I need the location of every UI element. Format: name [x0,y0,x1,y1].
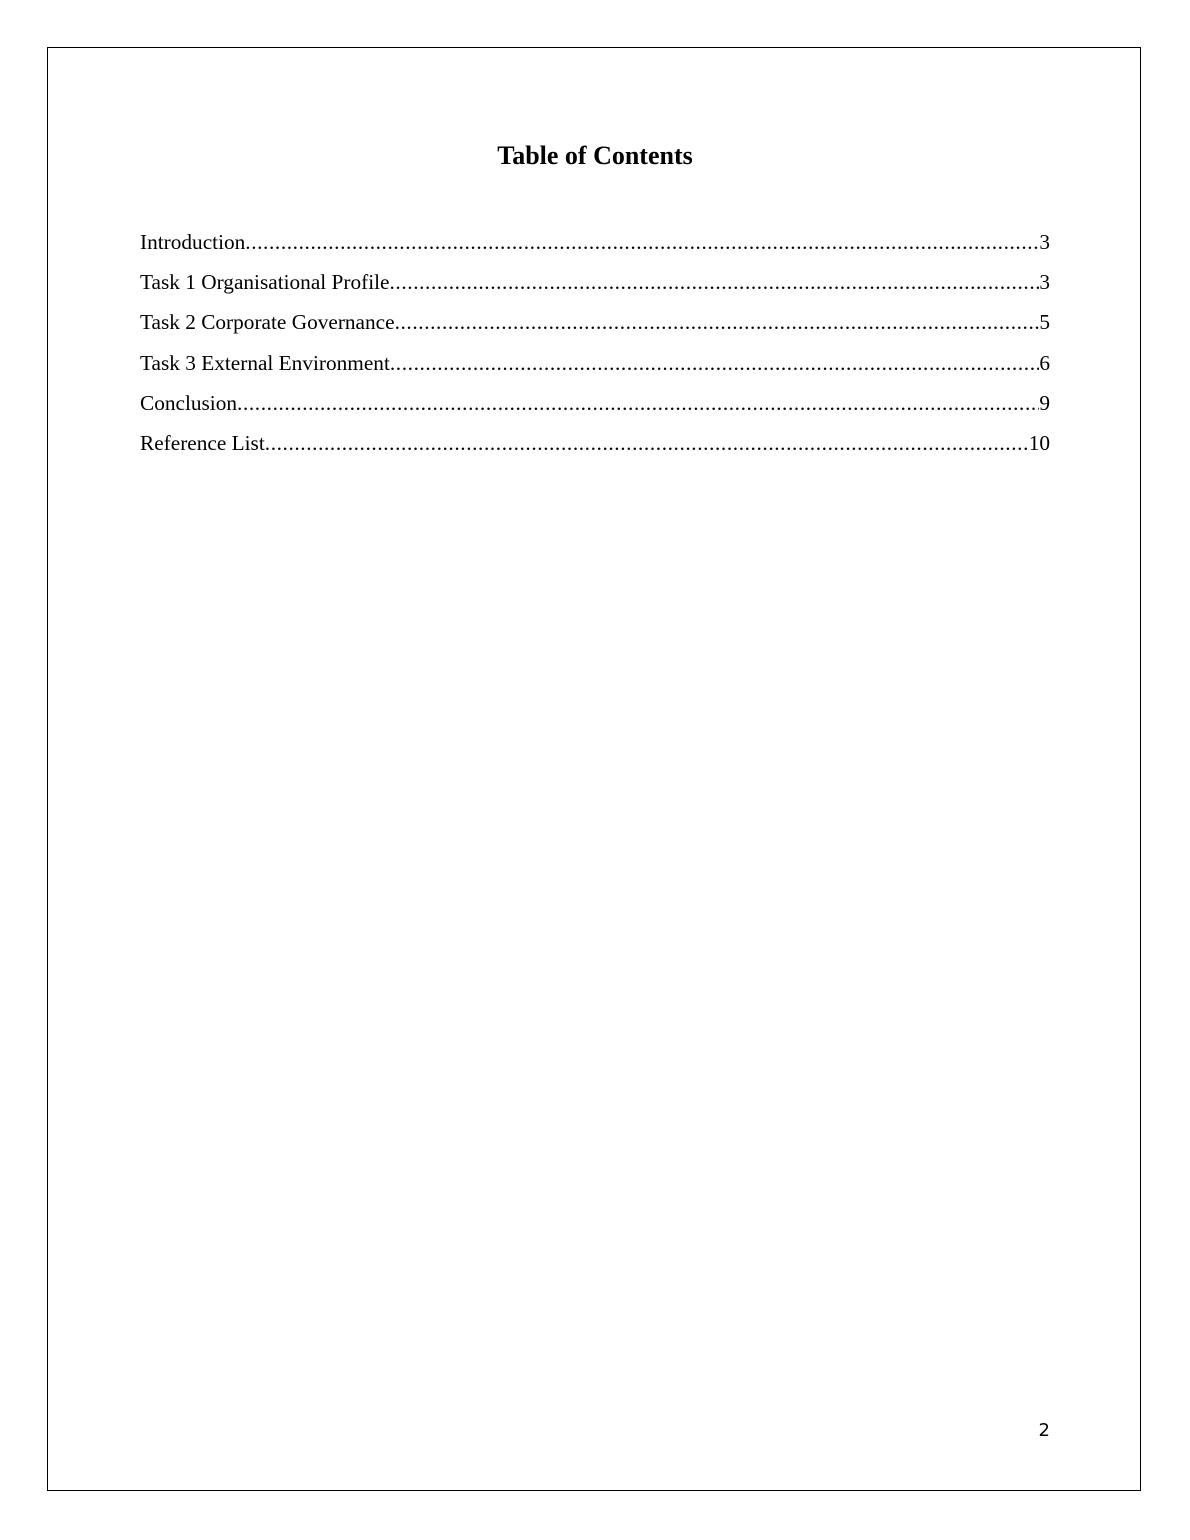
page-number: 2 [1038,1420,1050,1441]
toc-entry-label: Introduction [140,230,246,254]
toc-entry-conclusion[interactable] [140,389,1050,429]
toc-entry-task-1[interactable] [140,268,1050,308]
toc-dot-leader [395,308,1040,336]
toc-entry-introduction[interactable] [140,228,1050,268]
toc-entry-page: 10 [1028,430,1050,455]
toc-dot-leader [245,228,1039,256]
toc-entry-page: 9 [1039,390,1050,415]
toc-entry-task-2[interactable] [140,308,1050,348]
toc-entry-label: Reference List [140,430,265,455]
toc-entry-page: 3 [1039,270,1050,295]
toc-entry-page: 5 [1039,310,1050,335]
toc-title: Table of Contents [497,141,693,170]
toc-entry-label: Conclusion [140,390,238,415]
toc-entry-label: Task 3 External Environment [140,350,390,375]
toc-entry-page: 6 [1039,350,1050,375]
toc-dot-leader [390,268,1040,296]
toc-entry-reference-list[interactable] [140,429,1050,469]
toc-entry-label: Task 1 Organisational Profile [140,270,390,295]
toc-list [140,228,1050,469]
toc-entry-page: 3 [1039,230,1050,254]
toc-entry-task-3[interactable] [140,349,1050,389]
toc-dot-leader [237,389,1039,417]
toc-entry-label: Task 2 Corporate Governance [140,310,395,335]
toc-dot-leader [390,349,1039,377]
toc-dot-leader [265,429,1029,457]
